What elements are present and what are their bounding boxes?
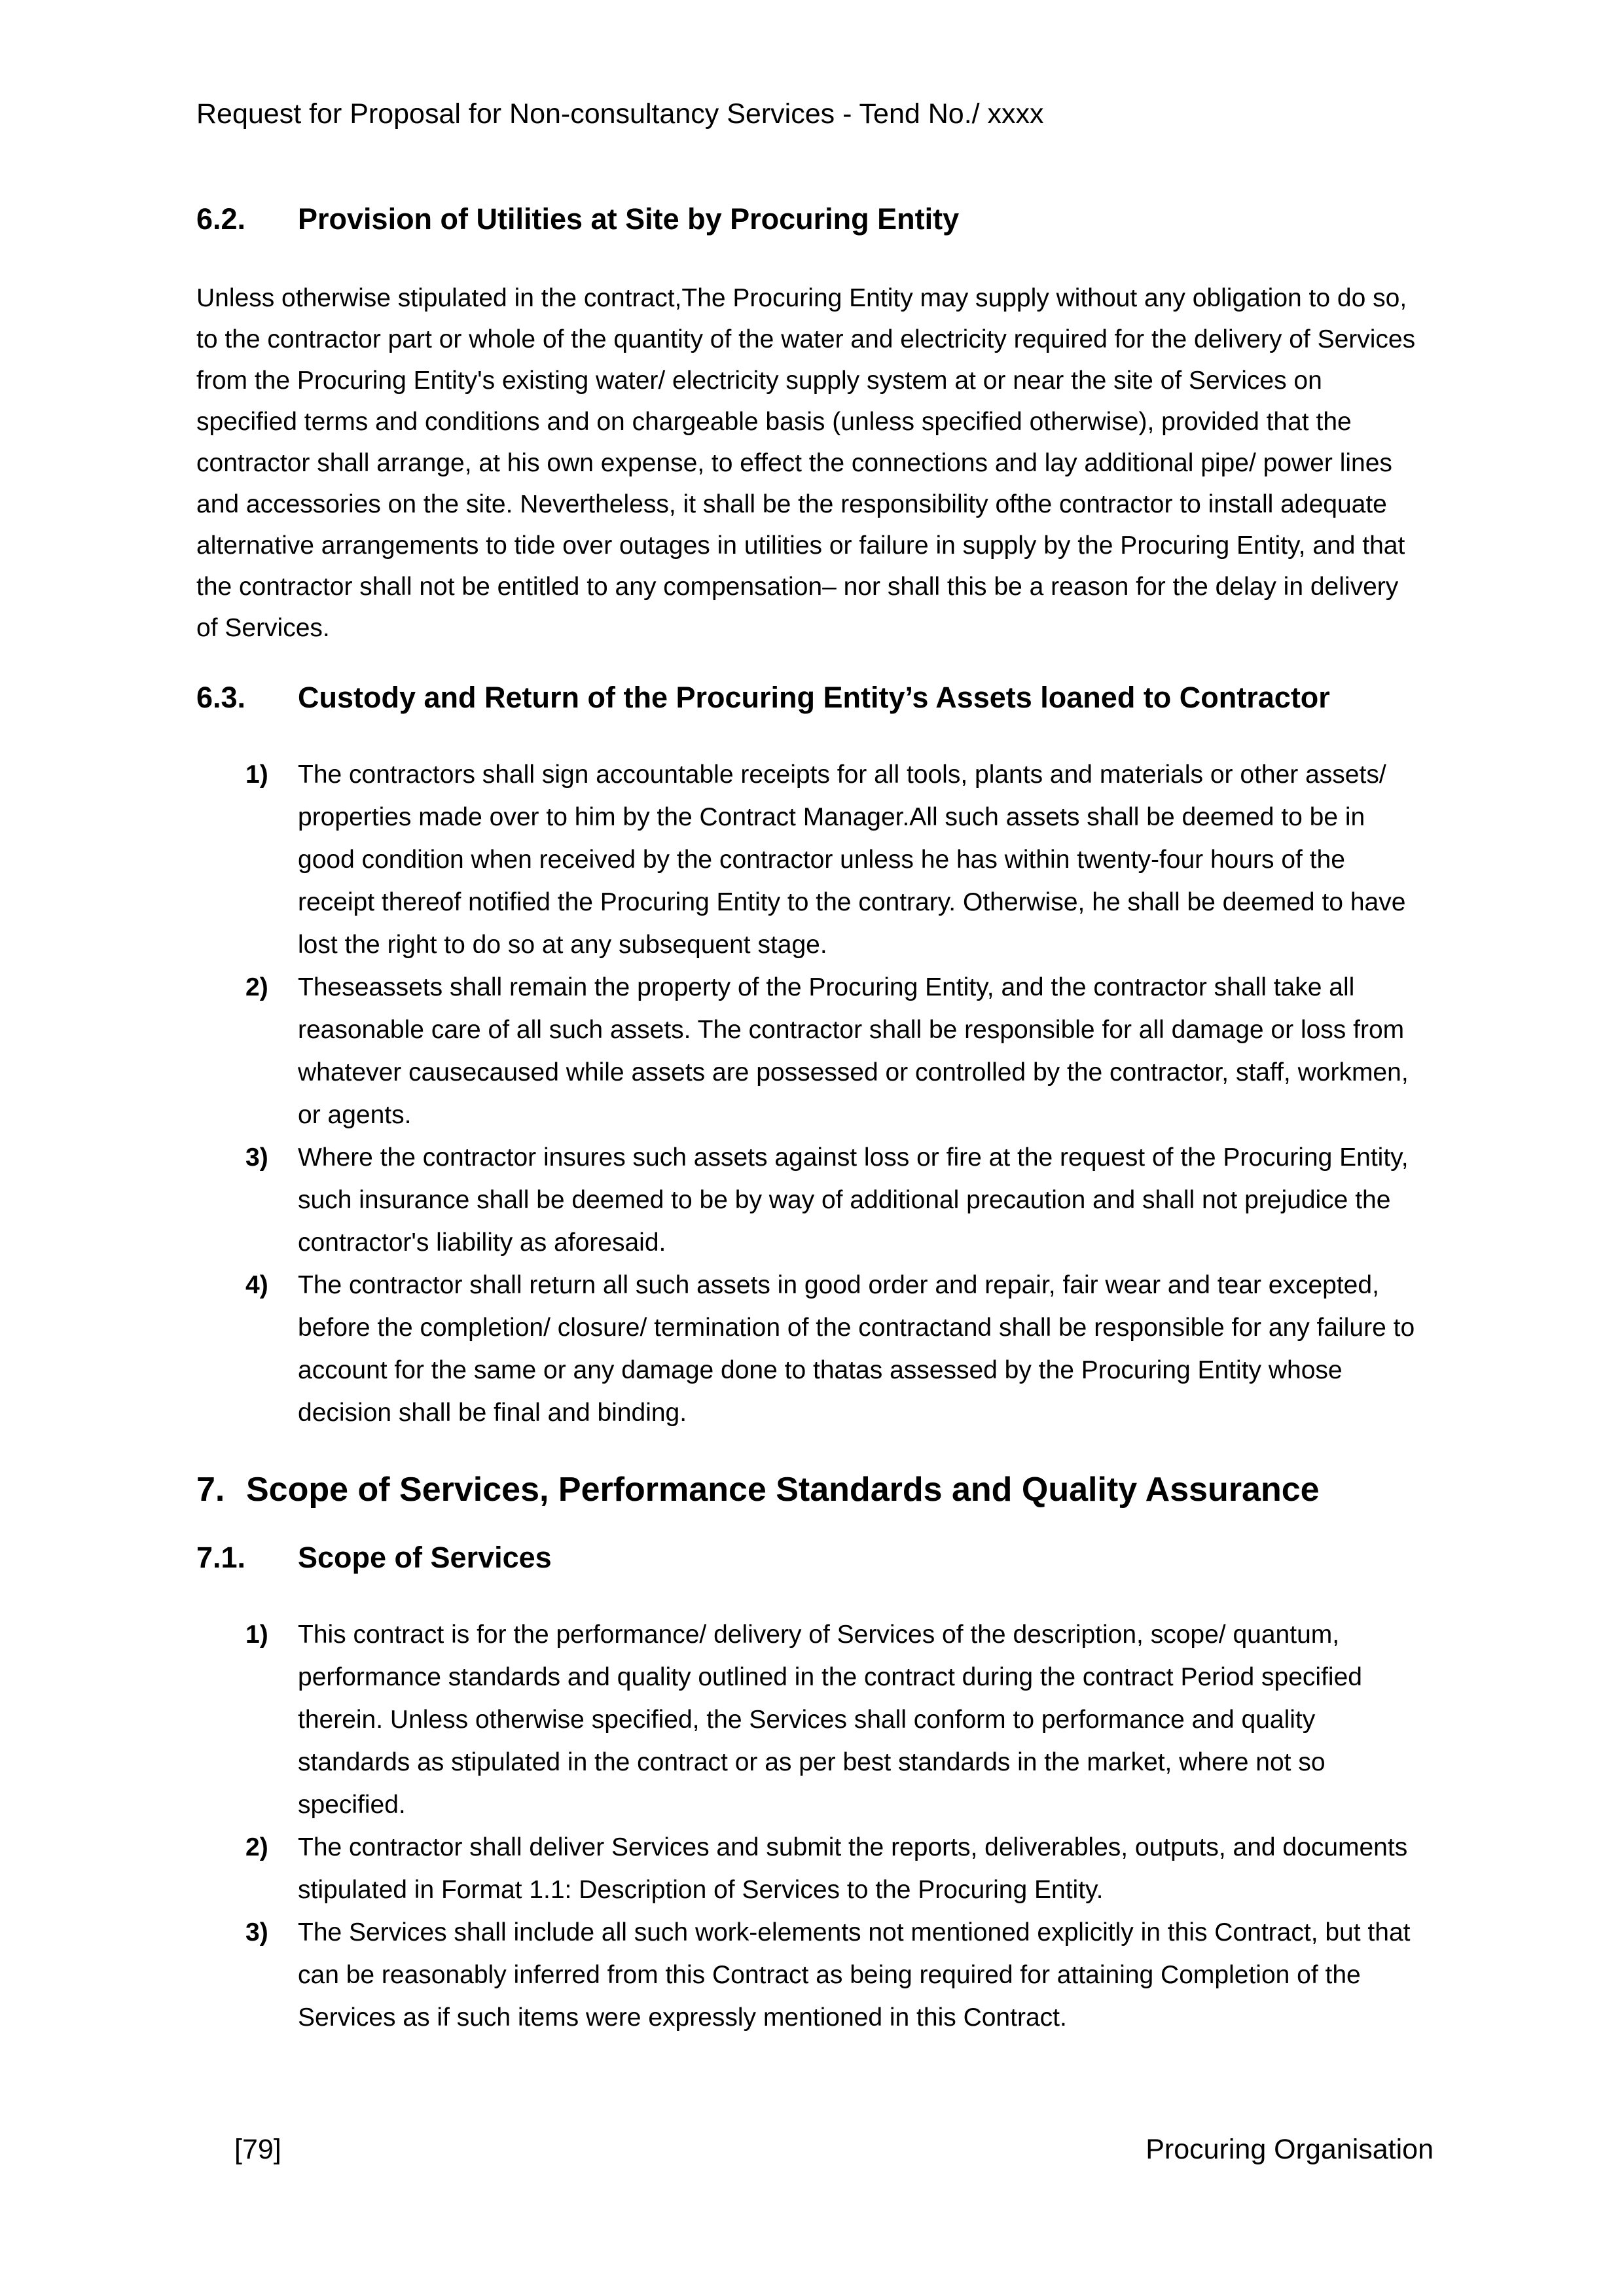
section-6-3-title: Custody and Return of the Procuring Entity’s Assets loaned to Contractor	[298, 681, 1330, 714]
list-item-number: 4)	[245, 1271, 268, 1299]
list-item-number: 1)	[245, 761, 268, 789]
list-item	[196, 753, 1426, 966]
list-item-text: The contractor shall deliver Services and submit the reports, deliverables, outputs, and documents stipulated in Format 1.1: Description of Services to the Procuring Entity.	[298, 1833, 1408, 1904]
list-item	[196, 1613, 1426, 1826]
page-header	[196, 97, 1044, 131]
section-7-title: Scope of Services, Performance Standards and Quality Assurance	[246, 1471, 1320, 1509]
section-7-number: 7.	[196, 1471, 225, 1509]
section-6-3-list	[196, 753, 1426, 1434]
list-item	[196, 1136, 1426, 1264]
list-item-number: 3)	[245, 1143, 268, 1172]
header-title: Request for Proposal for Non-consultancy Services - Tend No./ xxxx	[196, 98, 1044, 130]
section-6-2-number: 6.2.	[196, 202, 246, 236]
section-6-3-number: 6.3.	[196, 681, 246, 714]
section-7-1-title: Scope of Services	[298, 1541, 552, 1574]
section-6-2-heading	[196, 200, 1426, 238]
list-item-number: 2)	[245, 1833, 268, 1861]
section-7-1-heading	[196, 1539, 1426, 1577]
list-item-text: Theseassets shall remain the property of the Procuring Entity, and the contractor shall take all reasonable care of all such assets. The contractor shall be responsible for all damage or loss from whatever causecaused while assets are possessed or controlled by the contractor, staff, workmen, or agents.	[298, 973, 1409, 1129]
list-item-text: The contractors shall sign accountable receipts for all tools, plants and materials or other assets/ properties made over to him by the Contract Manager.All such assets shall be deemed to be in good condition when received by the contractor unless he has within twenty-four hours of the receipt thereof notified the Procuring Entity to the contrary. Otherwise, he shall be deemed to have lost the right to do so at any subsequent stage.	[298, 761, 1406, 959]
section-7-heading	[196, 1468, 1426, 1511]
document-body	[196, 200, 1426, 2039]
section-7-1-list	[196, 1613, 1426, 2039]
page-footer	[196, 2132, 1434, 2166]
list-item-text: The Services shall include all such work-elements not mentioned explicitly in this Contract, but that can be reasonably inferred from this Contract as being required for attaining Completion of the Services as if such items were expressly mentioned in this Contract.	[298, 1918, 1411, 2032]
list-item-number: 2)	[245, 973, 268, 1001]
section-6-3-heading	[196, 679, 1426, 717]
section-7-1-number: 7.1.	[196, 1541, 246, 1574]
footer-organisation: Procuring Organisation	[1146, 2134, 1434, 2165]
list-item-number: 1)	[245, 1621, 268, 1649]
list-item	[196, 1911, 1426, 2039]
page-number: [79]	[234, 2134, 281, 2165]
list-item-text: The contractor shall return all such assets in good order and repair, fair wear and tear excepted, before the completion/ closure/ termination of the contractand shall be responsible for any failure to account for the same or any damage done to thatas assessed by the Procuring Entity whose decision shall be final and binding.	[298, 1271, 1415, 1427]
section-6-2-paragraph: Unless otherwise stipulated in the contract,The Procuring Entity may supply without any obligation to do so, to the contractor part or whole of the quantity of the water and electricity required for the delivery of Services from the Procuring Entity's existing water/ electricity supply system at or near the site of Services on specified terms and conditions and on chargeable basis (unless specified otherwise), provided that the contractor shall arrange, at his own expense, to effect the connections and lay additional pipe/ power lines and accessories on the site. Nevertheless, it shall be the responsibility ofthe contractor to install adequate alternative arrangements to tide over outages in utilities or failure in supply by the Procuring Entity, and that the contractor shall not be entitled to any compensation– nor shall this be a reason for the delay in delivery of Services.	[196, 284, 1416, 642]
list-item-text: Where the contractor insures such assets against loss or fire at the request of the Procuring Entity, such insurance shall be deemed to be by way of additional precaution and shall not prejudice the contractor's liability as aforesaid.	[298, 1143, 1409, 1257]
section-6-2-title: Provision of Utilities at Site by Procuring Entity	[298, 202, 960, 236]
list-item	[196, 1826, 1426, 1911]
list-item-number: 3)	[245, 1918, 268, 1946]
list-item	[196, 1264, 1426, 1434]
list-item	[196, 966, 1426, 1136]
list-item-text: This contract is for the performance/ delivery of Services of the description, scope/ quantum, performance standards and quality outlined in the contract during the contract Period specified therein. Unless otherwise specified, the Services shall conform to performance and quality standards as stipulated in the contract or as per best standards in the market, where not so specified.	[298, 1621, 1362, 1819]
